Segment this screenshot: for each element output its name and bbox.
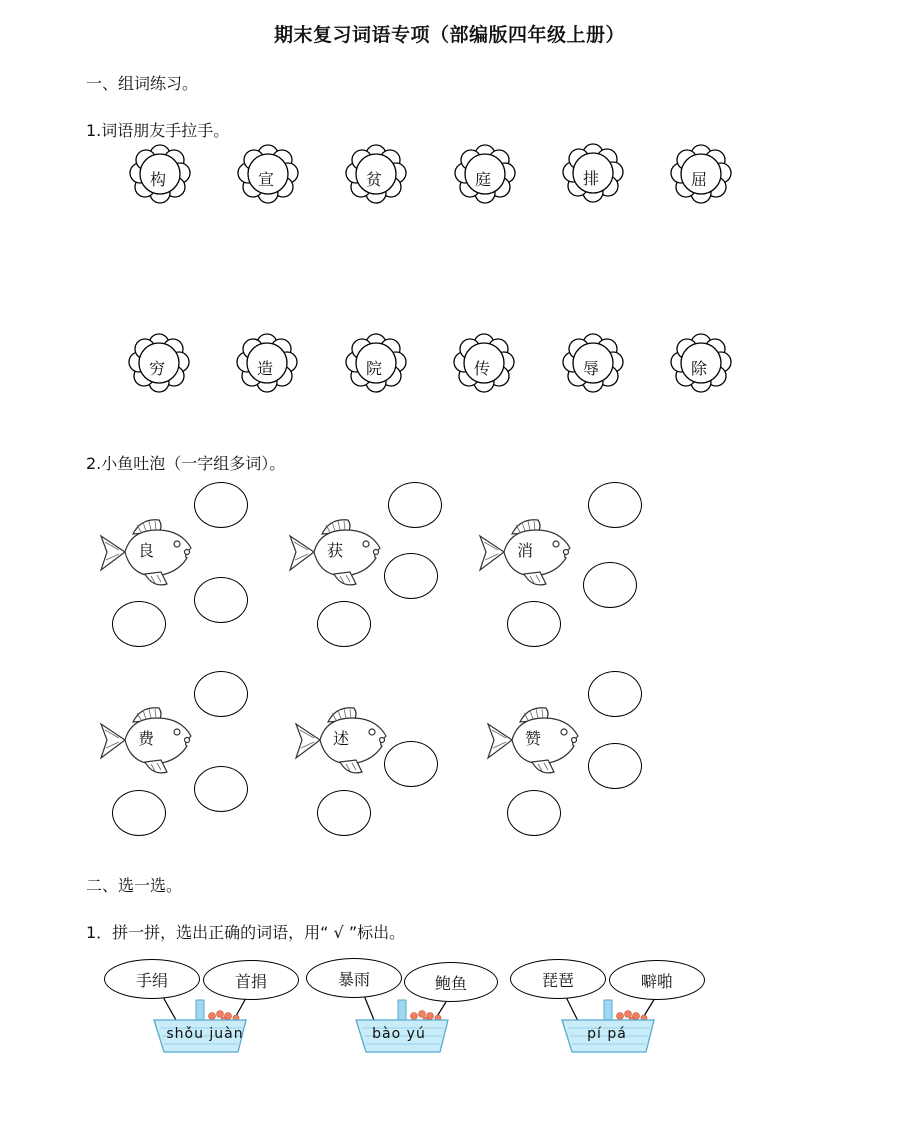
flower-char: 宣 (257, 169, 274, 189)
flower-char: 除 (690, 358, 707, 378)
boat (558, 998, 668, 1058)
section2-q1-label: 1．拼一拼，选出正确的词语，用“ √ ”标出。 (86, 923, 406, 942)
fish-char: 费 (137, 729, 154, 748)
boat (150, 998, 260, 1058)
flower-char: 传 (473, 358, 490, 378)
boat-pinyin: shǒu juàn (166, 1026, 244, 1042)
flower-char: 庭 (474, 169, 491, 189)
q2-label: 2.小鱼吐泡（一字组多词）。 (86, 454, 286, 473)
option-oval[interactable]: 手绢 (104, 959, 200, 999)
flower-char: 排 (582, 168, 599, 188)
option-oval[interactable]: 琵琶 (510, 959, 606, 999)
flower-char: 构 (149, 169, 166, 189)
flower-char: 造 (256, 358, 273, 378)
fish-char: 良 (137, 541, 154, 560)
section2-heading: 二、选一选。 (86, 876, 183, 895)
option-oval[interactable]: 鲍鱼 (404, 962, 498, 1002)
flower-char: 辱 (582, 358, 599, 378)
fish-char: 述 (332, 729, 349, 748)
page-title: 期末复习词语专项（部编版四年级上册） (273, 24, 625, 46)
fish-char: 赞 (524, 729, 541, 748)
flower-char: 屈 (690, 169, 707, 189)
option-oval[interactable]: 噼啪 (609, 960, 705, 1000)
q1-label: 1.词语朋友手拉手。 (86, 121, 230, 140)
fish-char: 消 (516, 541, 533, 560)
boat-pinyin: bào yú (372, 1026, 426, 1042)
flower-char: 穷 (148, 358, 165, 378)
option-oval[interactable]: 首捐 (203, 960, 299, 1000)
option-oval[interactable]: 暴雨 (306, 958, 402, 998)
fish-char: 获 (326, 541, 343, 560)
section1-heading: 一、组词练习。 (86, 74, 199, 93)
boat (352, 998, 462, 1058)
boat-pinyin: pí pá (587, 1026, 627, 1042)
flower-char: 贫 (365, 169, 382, 189)
flower-char: 院 (365, 358, 382, 378)
